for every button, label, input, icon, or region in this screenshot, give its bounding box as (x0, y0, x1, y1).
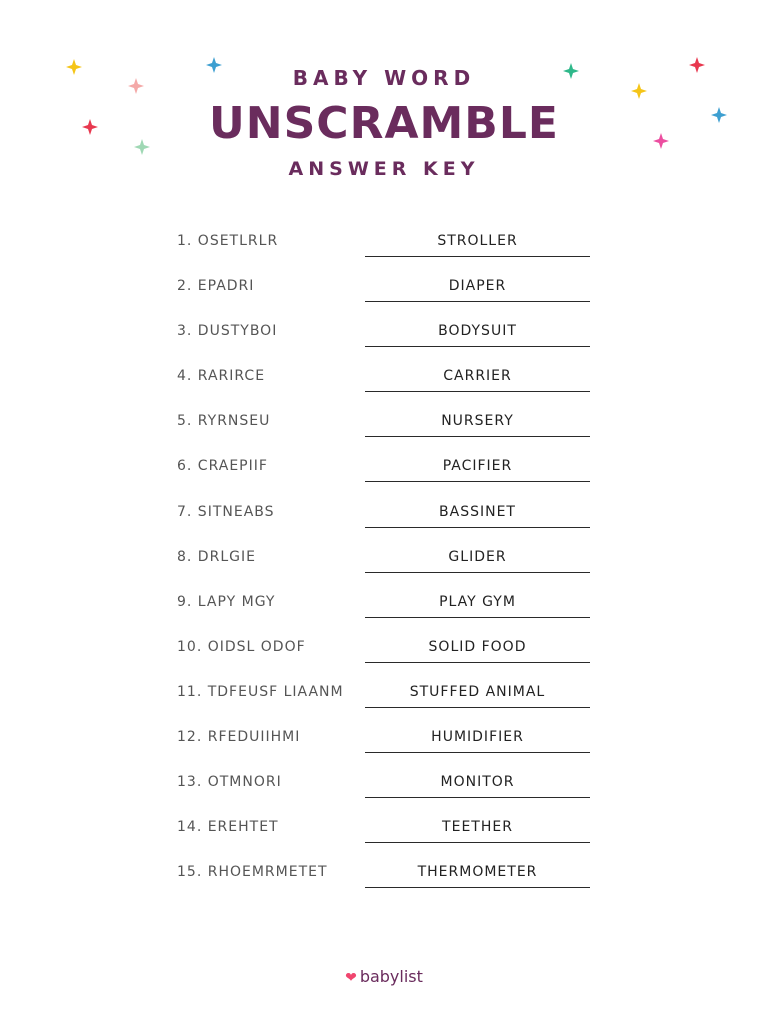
scrambled-word: 12. RFEDUIIHMI (177, 729, 301, 746)
answer-word: GLIDER (448, 548, 507, 565)
scrambled-word: 11. TDFEUSF LIAANM (177, 683, 344, 700)
answer-line (365, 271, 590, 302)
scrambled-word: 1. OSETLRLR (177, 233, 279, 249)
answer-line (365, 587, 590, 618)
list-item (0, 812, 768, 857)
list-item (0, 857, 768, 902)
answer-word: PLAY GYM (439, 593, 516, 610)
scrambled-word: 13. OTMNORI (177, 774, 282, 791)
answer-word: BODYSUIT (438, 323, 517, 340)
answer-line (365, 857, 590, 888)
answer-line (365, 542, 590, 573)
answer-list (0, 226, 768, 902)
answer-word: SOLID FOOD (428, 638, 527, 655)
list-item (0, 587, 768, 632)
answer-word: STROLLER (437, 233, 518, 249)
scrambled-word: 15. RHOEMRMETET (177, 864, 328, 881)
answer-word: MONITOR (440, 774, 515, 791)
brand-logo (0, 967, 768, 986)
list-item (0, 677, 768, 722)
scrambled-word: 10. OIDSL ODOF (177, 638, 306, 655)
answer-word: CARRIER (443, 368, 512, 385)
list-item (0, 226, 768, 271)
answer-word: PACIFIER (442, 458, 513, 475)
answer-line (365, 812, 590, 843)
scrambled-word: 3. DUSTYBOI (177, 323, 278, 340)
answer-word: THERMOMETER (417, 864, 538, 881)
list-item (0, 497, 768, 542)
scrambled-word: 2. EPADRI (177, 278, 255, 295)
title-subline: ANSWER KEY (288, 158, 480, 180)
answer-line (365, 316, 590, 347)
answer-line (365, 406, 590, 437)
scrambled-word: 5. RYRNSEU (177, 413, 271, 430)
list-item (0, 316, 768, 361)
answer-line (365, 361, 590, 392)
scrambled-word: 7. SITNEABS (177, 503, 275, 520)
scrambled-word: 6. CRAEPIIF (177, 458, 268, 475)
answer-line (365, 632, 590, 663)
list-item (0, 361, 768, 406)
list-item (0, 406, 768, 451)
brand-name: babylist (359, 967, 423, 986)
list-item (0, 451, 768, 496)
answer-word: DIAPER (448, 278, 507, 295)
list-item (0, 767, 768, 812)
answer-line (365, 677, 590, 708)
scrambled-word: 4. RARIRCE (177, 368, 266, 385)
title-top-line: BABY WORD (292, 66, 476, 90)
answer-word: BASSINET (439, 503, 516, 520)
answer-line (365, 767, 590, 798)
scrambled-word: 9. LAPY MGY (177, 593, 276, 610)
answer-word: NURSERY (441, 413, 514, 430)
heart-icon: ❤ (345, 970, 357, 986)
list-item (0, 271, 768, 316)
list-item (0, 542, 768, 587)
answer-line (365, 497, 590, 528)
answer-line (365, 722, 590, 753)
page-title: UNSCRAMBLE (209, 98, 559, 149)
answer-line (365, 451, 590, 482)
scrambled-word: 14. EREHTET (177, 819, 279, 836)
answer-word: HUMIDIFIER (431, 729, 524, 746)
answer-word: STUFFED ANIMAL (409, 683, 546, 700)
scrambled-word: 8. DRLGIE (177, 548, 256, 565)
answer-word: TEETHER (442, 819, 513, 836)
list-item (0, 632, 768, 677)
answer-line (365, 226, 590, 257)
list-item (0, 722, 768, 767)
